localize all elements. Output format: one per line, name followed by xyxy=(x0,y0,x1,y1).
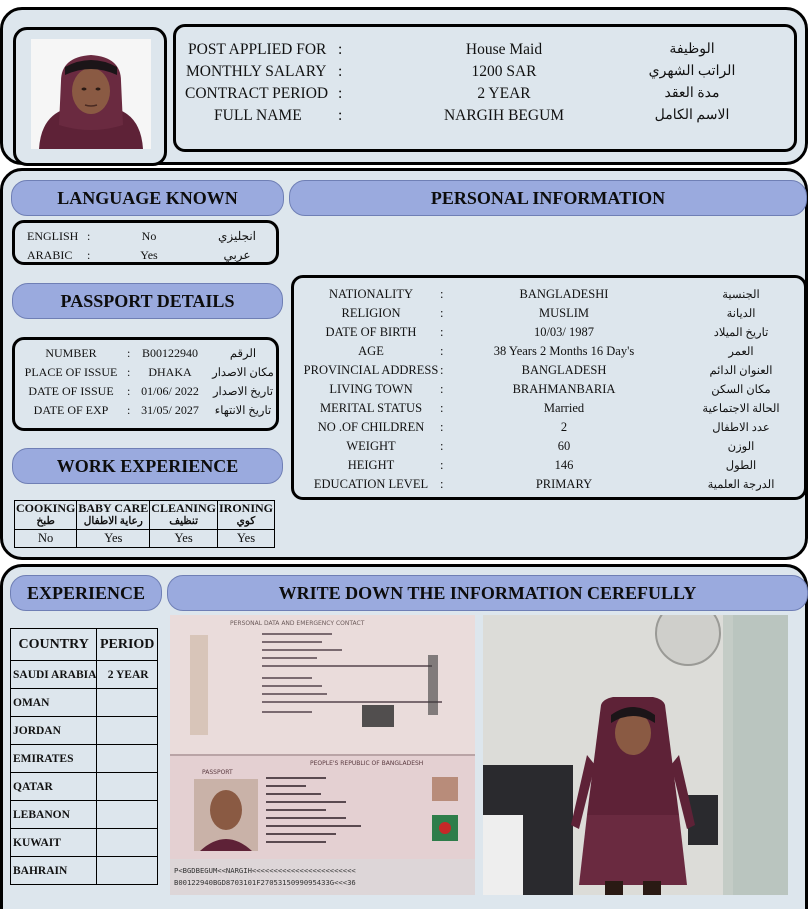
personal-information-heading: PERSONAL INFORMATION xyxy=(289,180,807,216)
header-colon: : xyxy=(338,41,343,58)
experience-country: KUWAIT xyxy=(11,829,97,857)
personal-arabic: عدد الاطفال xyxy=(712,422,770,434)
passport-mrz-line-2: B00122940BGD8703101F2705315099095433G<<<36 xyxy=(174,878,356,887)
personal-arabic: تاريخ الميلاد xyxy=(713,327,769,339)
personal-colon: : xyxy=(440,477,444,491)
language-arabic: انجليزي xyxy=(217,229,257,243)
work-experience-heading: WORK EXPERIENCE xyxy=(12,448,283,484)
personal-row xyxy=(294,363,804,383)
personal-label: LIVING TOWN xyxy=(329,382,413,396)
personal-row xyxy=(294,420,804,440)
header-value: House Maid xyxy=(465,41,543,58)
experience-country: OMAN xyxy=(11,689,97,717)
personal-row xyxy=(294,344,804,364)
experience-row xyxy=(11,717,158,745)
personal-row xyxy=(294,306,804,326)
personal-value: MUSLIM xyxy=(538,306,589,320)
personal-arabic: الدرجة العلمية xyxy=(707,479,775,491)
passport-box xyxy=(12,337,279,431)
header-arabic: الوظيفة xyxy=(669,42,715,57)
personal-colon: : xyxy=(440,306,444,320)
header-value: NARGIH BEGUM xyxy=(443,107,565,124)
personal-row xyxy=(294,401,804,421)
personal-value: BANGLADESH xyxy=(521,363,607,377)
experience-country: BAHRAIN xyxy=(11,857,97,885)
personal-value: PRIMARY xyxy=(535,477,593,491)
work-skill-ar: تنظيف xyxy=(169,516,199,527)
passport-scan-image xyxy=(170,615,475,895)
work-skill-en: CLEANING xyxy=(151,501,216,515)
personal-colon: : xyxy=(440,458,444,472)
personal-label: HEIGHT xyxy=(347,458,395,472)
personal-label: NATIONALITY xyxy=(328,287,413,301)
passport-row xyxy=(15,365,276,385)
passport-arabic: الرقم xyxy=(229,348,257,360)
experience-period: 2 YEAR xyxy=(97,661,158,689)
experience-row xyxy=(11,689,158,717)
work-skill-en: BABY CARE xyxy=(78,501,149,515)
work-skill-header xyxy=(77,501,150,530)
experience-period xyxy=(97,829,158,857)
personal-row xyxy=(294,477,804,497)
header-row xyxy=(176,63,794,85)
language-row xyxy=(15,248,276,268)
experience-row xyxy=(11,829,158,857)
full-length-photo xyxy=(483,615,788,895)
passport-mrz-line-1: P<BGDBEGUM<<NARGIH<<<<<<<<<<<<<<<<<<<<<<<< xyxy=(174,866,356,875)
language-arabic: عربي xyxy=(223,248,251,262)
header-value: 1200 SAR xyxy=(471,63,537,80)
personal-colon: : xyxy=(440,382,444,396)
personal-label: PROVINCIAL ADDRESS xyxy=(303,363,439,377)
passport-row xyxy=(15,346,276,366)
experience-row xyxy=(11,801,158,829)
personal-colon: : xyxy=(440,344,444,358)
personal-value: 60 xyxy=(557,439,571,453)
passport-label: PLACE OF ISSUE xyxy=(24,365,118,379)
passport-label: DATE OF EXP xyxy=(33,403,109,417)
experience-row xyxy=(11,773,158,801)
experience-country: QATAR xyxy=(11,773,97,801)
header-row xyxy=(176,107,794,129)
passport-value: 01/06/ 2022 xyxy=(141,384,199,398)
personal-row xyxy=(294,382,804,402)
passport-details-heading: PASSPORT DETAILS xyxy=(12,283,283,319)
header-colon: : xyxy=(338,63,343,80)
personal-arabic: الوزن xyxy=(727,441,755,453)
personal-value: 10/03/ 1987 xyxy=(533,325,595,339)
experience-country: SAUDI ARABIA xyxy=(11,661,97,689)
header-row xyxy=(176,85,794,107)
header-arabic: الاسم الكامل xyxy=(654,108,730,123)
passport-colon: : xyxy=(127,365,131,379)
experience-period xyxy=(97,857,158,885)
language-box xyxy=(12,220,279,265)
personal-label: EDUCATION LEVEL xyxy=(313,477,429,491)
passport-row xyxy=(15,403,276,423)
header-colon: : xyxy=(338,107,343,124)
personal-label: DATE OF BIRTH xyxy=(325,325,417,339)
personal-label: NO .OF CHILDREN xyxy=(317,420,425,434)
language-known-heading: LANGUAGE KNOWN xyxy=(11,180,284,216)
experience-period xyxy=(97,689,158,717)
passport-arabic: مكان الاصدار xyxy=(212,367,274,379)
header-label: MONTHLY SALARY xyxy=(186,63,327,80)
personal-row xyxy=(294,439,804,459)
header-row xyxy=(176,41,794,63)
header-value: 2 YEAR xyxy=(477,85,531,102)
personal-value: 2 xyxy=(560,420,568,434)
header-colon: : xyxy=(338,85,343,102)
experience-table xyxy=(10,628,158,885)
personal-colon: : xyxy=(440,401,444,415)
header-label: CONTRACT PERIOD xyxy=(185,85,329,102)
write-down-heading: WRITE DOWN THE INFORMATION CEREFULLY xyxy=(167,575,808,611)
passport-scan-top-title: PERSONAL DATA AND EMERGENCY CONTACT xyxy=(230,620,365,627)
personal-label: RELIGION xyxy=(341,306,401,320)
header-arabic: الراتب الشهري xyxy=(648,64,736,79)
personal-value: 146 xyxy=(554,458,574,472)
passport-value: 31/05/ 2027 xyxy=(141,403,199,417)
passport-value: B00122940 xyxy=(141,346,198,360)
work-skill-value: Yes xyxy=(150,530,218,548)
personal-value: Married xyxy=(543,401,585,415)
experience-period xyxy=(97,801,158,829)
passport-row xyxy=(15,384,276,404)
experience-period xyxy=(97,745,158,773)
header-arabic: مدة العقد xyxy=(664,86,720,101)
country-header: COUNTRY xyxy=(11,629,97,661)
passport-value: DHAKA xyxy=(148,365,192,379)
profile-photo xyxy=(31,39,151,149)
work-skill-value: Yes xyxy=(77,530,150,548)
passport-label: NUMBER xyxy=(45,346,97,360)
personal-value: 38 Years 2 Months 16 Day's xyxy=(493,344,635,358)
experience-row xyxy=(11,661,158,689)
personal-label: WEIGHT xyxy=(346,439,396,453)
header-panel xyxy=(0,7,808,165)
experience-period xyxy=(97,717,158,745)
passport-label: DATE OF ISSUE xyxy=(28,384,114,398)
work-skill-header xyxy=(150,501,218,530)
personal-info-box xyxy=(291,275,807,500)
personal-label: MERITAL STATUS xyxy=(319,401,423,415)
work-skill-ar: كوي xyxy=(236,516,256,527)
work-skill-ar: رعاية الاطفال xyxy=(83,516,143,527)
personal-arabic: الجنسية xyxy=(722,289,760,301)
language-label: ARABIC xyxy=(27,248,73,262)
work-skill-en: COOKING xyxy=(16,501,76,515)
work-skill-ar: طبخ xyxy=(36,516,55,527)
personal-value: BANGLADESHI xyxy=(519,287,609,301)
passport-colon: : xyxy=(127,403,131,417)
personal-colon: : xyxy=(440,439,444,453)
passport-colon: : xyxy=(127,346,131,360)
personal-row xyxy=(294,325,804,345)
work-skill-value: Yes xyxy=(217,530,274,548)
profile-photo-frame xyxy=(13,27,167,166)
personal-row xyxy=(294,458,804,478)
personal-arabic: العمر xyxy=(728,346,754,358)
personal-colon: : xyxy=(440,325,444,339)
passport-colon: : xyxy=(127,384,131,398)
work-skill-header xyxy=(15,501,77,530)
experience-country: EMIRATES xyxy=(11,745,97,773)
personal-arabic: الحالة الاجتماعية xyxy=(702,403,780,415)
personal-row xyxy=(294,287,804,307)
header-info-box xyxy=(173,24,797,152)
work-experience-table xyxy=(14,500,275,548)
experience-row xyxy=(11,745,158,773)
passport-scan-label: PASSPORT xyxy=(202,769,233,776)
passport-arabic: تاريخ الانتهاء xyxy=(214,405,272,417)
header-label: FULL NAME xyxy=(214,107,302,124)
personal-colon: : xyxy=(440,420,444,434)
experience-heading: EXPERIENCE xyxy=(10,575,162,611)
work-skill-en: IRONING xyxy=(218,501,273,515)
work-skill-header xyxy=(217,501,274,530)
personal-arabic: العنوان الدائم xyxy=(709,365,773,377)
passport-scan-banner: PEOPLE'S REPUBLIC OF BANGLADESH xyxy=(310,760,424,767)
language-value: No xyxy=(141,229,157,243)
personal-arabic: الطول xyxy=(725,460,757,472)
language-row xyxy=(15,229,276,249)
language-colon: : xyxy=(87,229,91,243)
personal-label: AGE xyxy=(358,344,384,358)
personal-arabic: الديانة xyxy=(726,308,756,320)
experience-row xyxy=(11,857,158,885)
experience-period xyxy=(97,773,158,801)
period-header: PERIOD xyxy=(97,629,158,661)
personal-colon: : xyxy=(440,363,444,377)
passport-arabic: تاريخ الاصدار xyxy=(212,386,274,398)
language-colon: : xyxy=(87,248,91,262)
header-label: POST APPLIED FOR xyxy=(188,41,327,58)
language-label: ENGLISH xyxy=(27,229,79,243)
work-skill-value: No xyxy=(15,530,77,548)
personal-colon: : xyxy=(440,287,444,301)
personal-arabic: مكان السكن xyxy=(711,384,771,396)
language-value: Yes xyxy=(140,248,158,262)
experience-country: JORDAN xyxy=(11,717,97,745)
personal-value: BRAHMANBARIA xyxy=(512,382,616,396)
experience-country: LEBANON xyxy=(11,801,97,829)
